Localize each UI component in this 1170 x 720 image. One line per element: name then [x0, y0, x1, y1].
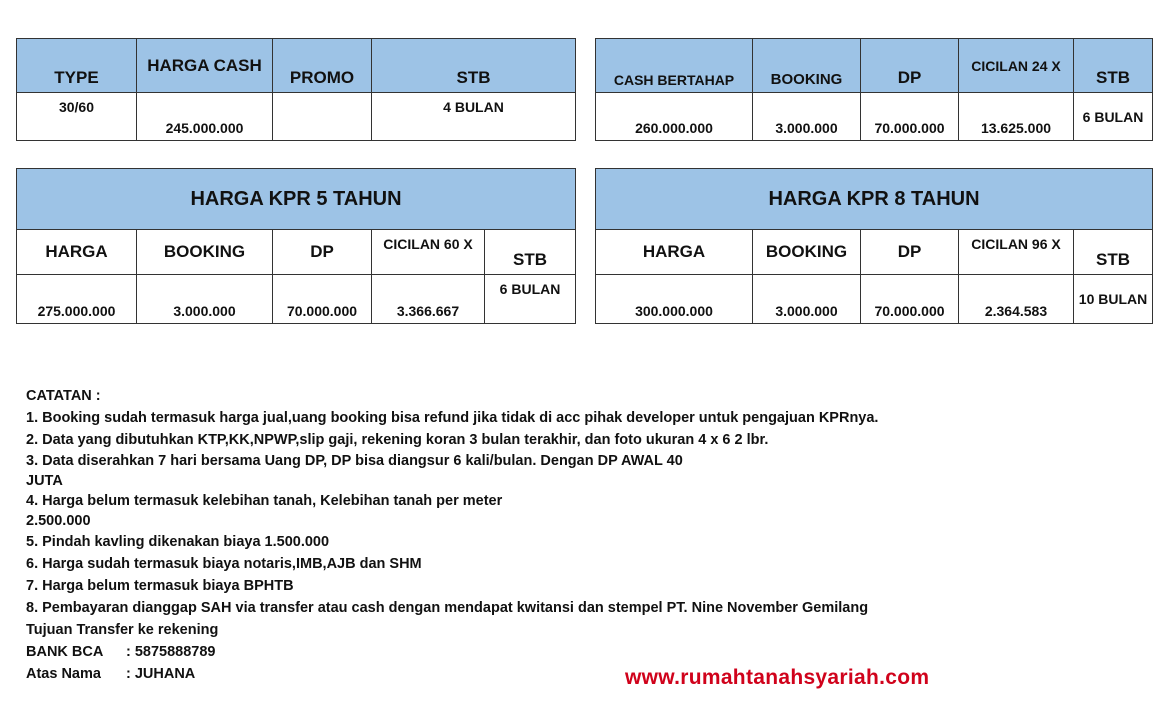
note-line: 2.500.000 — [26, 513, 91, 529]
transfer-title: Tujuan Transfer ke rekening — [26, 622, 219, 638]
note-line: 2. Data yang dibutuhkan KTP,KK,NPWP,slip gaji, rekening koran 3 bulan terakhir, dan foto ukuran 4 x 6 2 lbr. — [26, 432, 769, 448]
cell-type: 30/60 — [17, 93, 137, 141]
header-booking: BOOKING — [753, 230, 861, 275]
note-line: 8. Pembayaran dianggap SAH via transfer atau cash dengan mendapat kwitansi dan stempel PT. Nine November Gemilang — [26, 600, 869, 616]
note-line: 4. Harga belum termasuk kelebihan tanah, Kelebihan tanah per meter — [26, 493, 503, 509]
note-line: 1. Booking sudah termasuk harga jual,uang booking bisa refund jika tidak di acc pihak developer untuk pengajuan KPRnya. — [26, 410, 879, 426]
cell-dp: 70.000.000 — [273, 275, 372, 324]
kpr-8-title: HARGA KPR 8 TAHUN — [596, 169, 1153, 230]
header-harga: HARGA — [17, 230, 137, 275]
note-line: JUTA — [26, 473, 63, 489]
website-url[interactable]: www.rumahtanahsyariah.com — [625, 666, 930, 689]
header-stb: STB — [485, 230, 576, 275]
cell-harga-cash: 245.000.000 — [137, 93, 273, 141]
cell-stb: 4 BULAN — [372, 93, 576, 141]
cash-price-table — [16, 38, 576, 141]
cell-dp: 70.000.000 — [861, 275, 959, 324]
notes-heading: CATATAN : — [26, 388, 101, 404]
note-line: 3. Data diserahkan 7 hari bersama Uang DP, DP bisa diangsur 6 kali/bulan. Dengan DP AWAL 40 — [26, 453, 683, 469]
cell-stb: 10 BULAN — [1074, 275, 1153, 324]
header-promo: PROMO — [273, 39, 372, 93]
kpr-5-table — [16, 168, 576, 324]
header-type: TYPE — [17, 39, 137, 93]
header-harga: HARGA — [596, 230, 753, 275]
cell-stb: 6 BULAN — [485, 275, 576, 324]
header-booking: BOOKING — [137, 230, 273, 275]
header-stb: STB — [372, 39, 576, 93]
note-line: 5. Pindah kavling dikenakan biaya 1.500.000 — [26, 534, 330, 550]
header-dp: DP — [861, 230, 959, 275]
header-dp: DP — [273, 230, 372, 275]
cell-booking: 3.000.000 — [753, 275, 861, 324]
bank-value: : 5875888789 — [126, 644, 216, 660]
cell-harga: 300.000.000 — [596, 275, 753, 324]
header-booking: BOOKING — [753, 39, 861, 93]
bank-row — [26, 641, 878, 663]
note-line: 7. Harga belum termasuk biaya BPHTB — [26, 578, 294, 594]
header-stb: STB — [1074, 39, 1153, 93]
cell-harga: 275.000.000 — [17, 275, 137, 324]
cell-cash-bertahap: 260.000.000 — [596, 93, 753, 141]
name-value: : JUHANA — [126, 666, 196, 682]
cell-cicilan: 2.364.583 — [959, 275, 1074, 324]
cell-cicilan: 3.366.667 — [372, 275, 485, 324]
cash-bertahap-table — [595, 38, 1153, 141]
header-cicilan-24: CICILAN 24 X — [959, 39, 1074, 93]
cell-dp: 70.000.000 — [861, 93, 959, 141]
bank-label: BANK BCA — [26, 644, 104, 660]
cell-cicilan: 13.625.000 — [959, 93, 1074, 141]
notes-section — [26, 385, 878, 685]
header-stb: STB — [1074, 230, 1153, 275]
header-cash-bertahap: CASH BERTAHAP — [596, 39, 753, 93]
header-cicilan-96: CICILAN 96 X — [959, 230, 1074, 275]
cell-booking: 3.000.000 — [137, 275, 273, 324]
note-line: 6. Harga sudah termasuk biaya notaris,IMB,AJB dan SHM — [26, 556, 422, 572]
name-label: Atas Nama — [26, 666, 101, 682]
kpr-5-title: HARGA KPR 5 TAHUN — [17, 169, 576, 230]
cell-booking: 3.000.000 — [753, 93, 861, 141]
cell-stb: 6 BULAN — [1074, 93, 1153, 141]
kpr-8-table — [595, 168, 1153, 324]
header-dp: DP — [861, 39, 959, 93]
cell-promo — [273, 93, 372, 141]
header-cicilan-60: CICILAN 60 X — [372, 230, 485, 275]
header-harga-cash: HARGA CASH — [137, 39, 273, 93]
